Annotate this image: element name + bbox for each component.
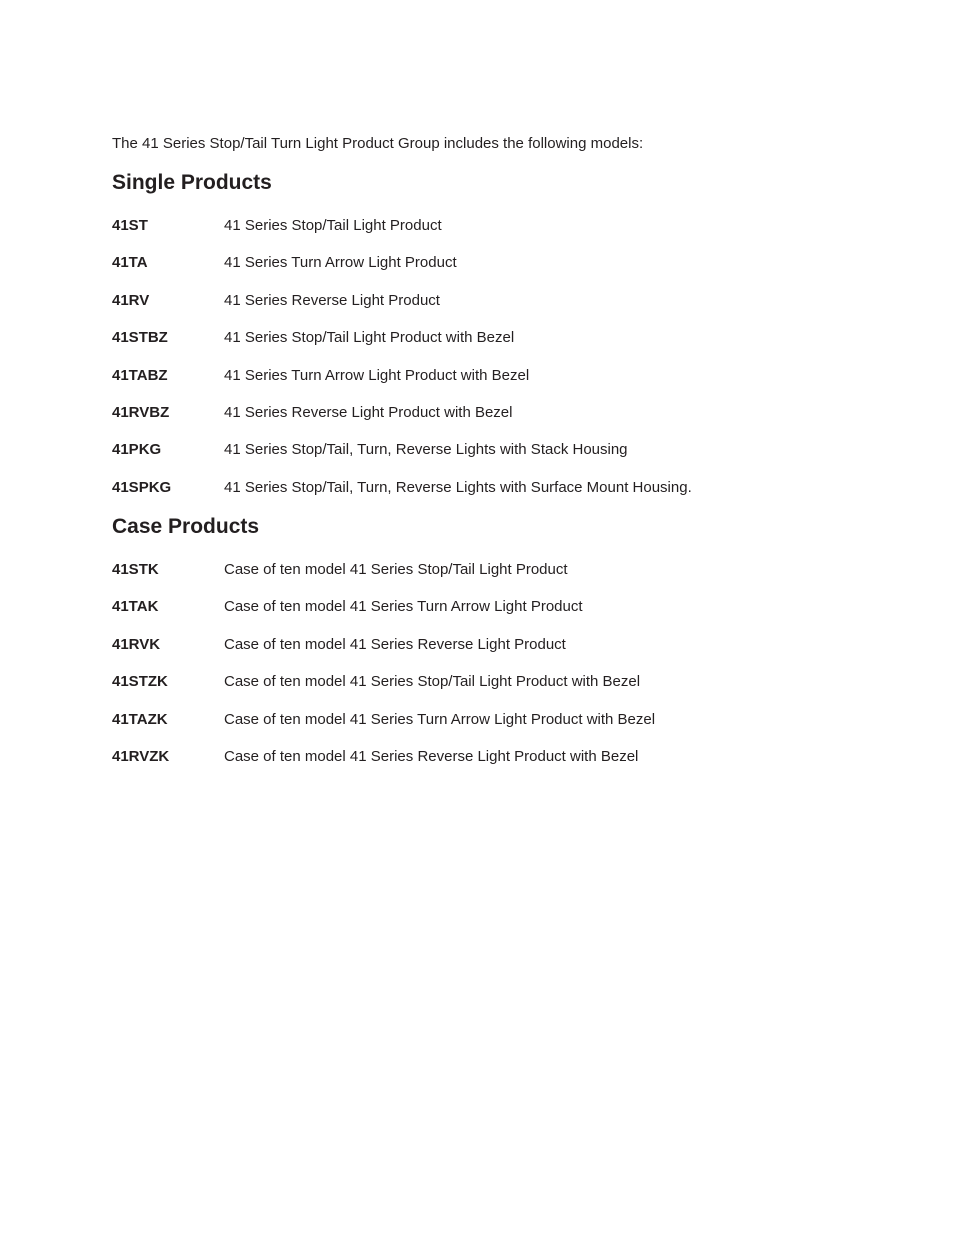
product-description: 41 Series Turn Arrow Light Product with Bezel	[224, 366, 530, 384]
case-products-heading: Case Products	[112, 515, 260, 538]
product-description: 41 Series Turn Arrow Light Product	[224, 254, 457, 272]
product-row	[112, 478, 692, 515]
product-row	[112, 747, 655, 784]
product-code: 41TA	[112, 254, 148, 272]
product-code: 41STK	[112, 561, 159, 578]
product-row	[112, 216, 692, 253]
product-description: 41 Series Reverse Light Product	[224, 291, 440, 309]
product-code: 41RVK	[112, 635, 161, 653]
product-description: Case of ten model 41 Series Stop/Tail Light Product	[224, 561, 568, 578]
product-code: 41TABZ	[112, 366, 168, 384]
product-code: 41RVBZ	[112, 403, 170, 421]
product-row	[112, 635, 655, 672]
product-code: 41PKG	[112, 441, 162, 459]
product-code: 41SPKG	[112, 478, 172, 496]
product-row	[112, 597, 655, 634]
product-description: 41 Series Stop/Tail, Turn, Reverse Lights with Stack Housing	[224, 441, 628, 459]
product-code: 41RV	[112, 291, 150, 309]
product-description: Case of ten model 41 Series Stop/Tail Light Product with Bezel	[224, 673, 641, 691]
product-code: 41STZK	[112, 673, 168, 691]
product-row	[112, 291, 692, 328]
product-row	[112, 403, 692, 440]
product-description: 41 Series Reverse Light Product with Bezel	[224, 403, 513, 421]
product-description: Case of ten model 41 Series Turn Arrow Light Product	[224, 598, 583, 616]
product-row	[112, 328, 692, 365]
product-description: 41 Series Stop/Tail, Turn, Reverse Lights with Surface Mount Housing.	[224, 478, 692, 496]
product-description: 41 Series Stop/Tail Light Product with Bezel	[224, 329, 515, 347]
product-row	[112, 560, 655, 597]
product-code: 41TAZK	[112, 710, 168, 728]
product-description: 41 Series Stop/Tail Light Product	[224, 217, 442, 234]
product-description: Case of ten model 41 Series Reverse Light Product	[224, 635, 566, 653]
product-code: 41STBZ	[112, 329, 168, 347]
product-row	[112, 710, 655, 747]
product-description: Case of ten model 41 Series Reverse Light Product with Bezel	[224, 747, 639, 765]
product-code: 41TAK	[112, 598, 159, 616]
single-products-heading: Single Products	[112, 171, 272, 194]
intro-paragraph: The 41 Series Stop/Tail Turn Light Product Group includes the following models:	[112, 135, 644, 152]
single-products-list	[112, 216, 692, 515]
product-row	[112, 366, 692, 403]
product-code: 41RVZK	[112, 747, 170, 765]
product-code: 41ST	[112, 217, 148, 234]
product-row	[112, 440, 692, 477]
product-row	[112, 253, 692, 290]
case-products-list	[112, 560, 655, 784]
product-row	[112, 672, 655, 709]
product-description: Case of ten model 41 Series Turn Arrow Light Product with Bezel	[224, 710, 656, 728]
